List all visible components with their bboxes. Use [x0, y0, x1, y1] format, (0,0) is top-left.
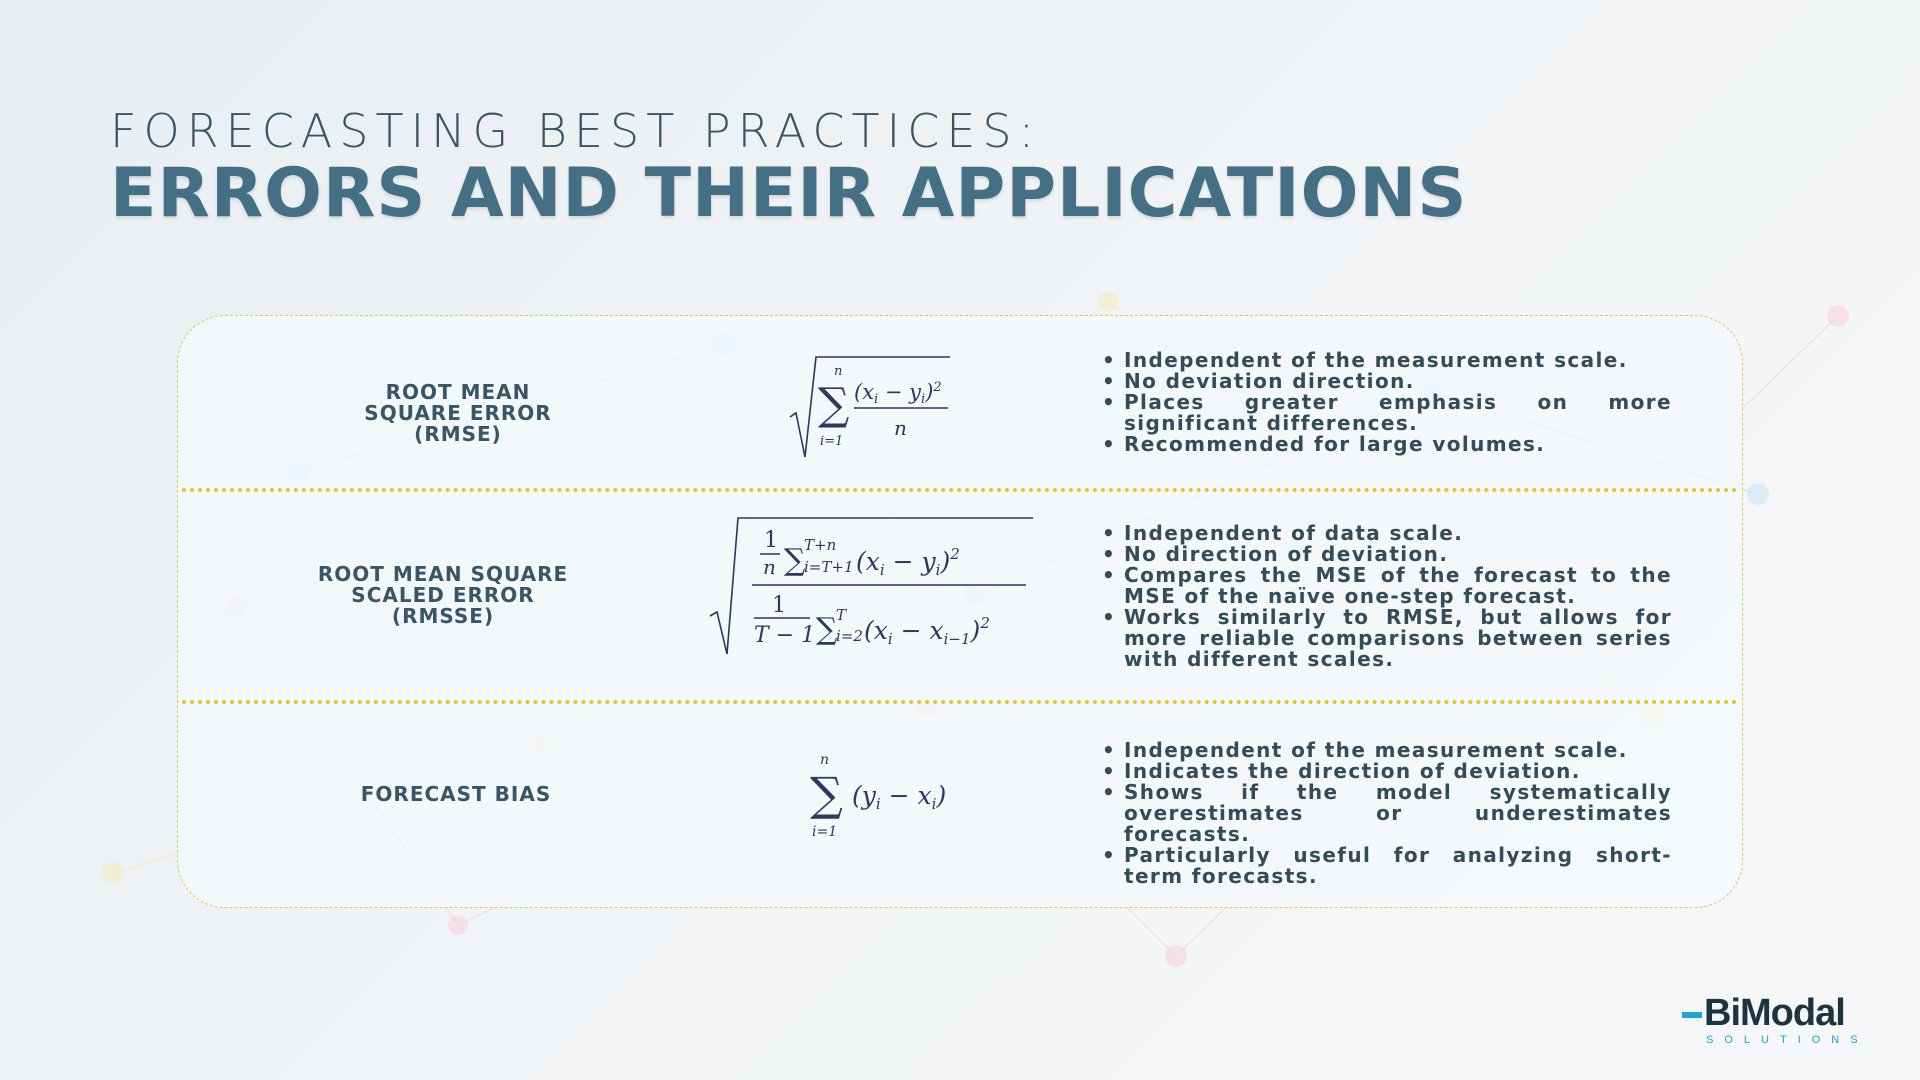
- rmsse-bullets: [1102, 523, 1672, 670]
- svg-text:T: T: [836, 606, 847, 624]
- list-item: • No direction of deviation.: [1102, 544, 1672, 565]
- rmsse-label: ROOT MEAN SQUARE SCALED ERROR (RMSSE): [317, 562, 569, 628]
- svg-text:(xi − yi)2: $(x_i - y_i)^2$: [856, 545, 960, 579]
- page-subtitle: FORECASTING BEST PRACTICES:: [110, 104, 1042, 158]
- svg-text:(xi − yi)2: (xi − yi)$^2$: [854, 380, 942, 407]
- svg-text:∑: ∑: [816, 612, 838, 647]
- list-item: • Independent of data scale.: [1102, 523, 1672, 544]
- page-title: ERRORS AND THEIR APPLICATIONS: [110, 154, 1468, 233]
- metrics-card: [177, 315, 1743, 908]
- svg-text:n: n: [820, 752, 830, 768]
- svg-text:n: n: [894, 416, 907, 440]
- rmse-label: ROOT MEAN SQUARE ERROR (RMSE): [364, 380, 552, 446]
- logo-dash-icon: [1682, 1012, 1702, 1018]
- svg-text:(xi − xi−1)2: $(x_i - x_{i-1})^2$: [864, 614, 990, 648]
- svg-text:n: n: [834, 364, 843, 379]
- title-block: [110, 104, 1468, 233]
- list-item: • Recommended for large volumes.: [1102, 434, 1672, 455]
- svg-text:1: 1: [772, 593, 786, 618]
- list-item: • Particularly useful for analyzing short-term forecasts.: [1102, 845, 1672, 887]
- list-item: • Independent of the measurement scale.: [1102, 740, 1672, 761]
- list-item: • Independent of the measurement scale.: [1102, 350, 1672, 371]
- rmse-bullets: [1102, 350, 1672, 455]
- svg-text:T+n: T+n: [804, 536, 837, 554]
- logo-tagline: SOLUTIONS: [1706, 1034, 1869, 1046]
- list-item: • Works similarly to RMSE, but allows for more reliable comparisons between series with different scales.: [1102, 607, 1672, 670]
- list-item: • Places greater emphasis on more significant differences.: [1102, 392, 1672, 434]
- forecast-bias-bullets: [1102, 740, 1672, 887]
- forecast-bias-formula: [790, 744, 950, 844]
- svg-text:T − 1: T − 1: [754, 623, 816, 648]
- svg-text:∑: ∑: [784, 543, 806, 578]
- svg-text:∑: ∑: [818, 379, 850, 430]
- bimodal-logo: [1682, 992, 1869, 1046]
- forecast-bias-label: FORECAST BIAS: [360, 782, 552, 806]
- row-divider: [182, 488, 1738, 492]
- list-item: • No deviation direction.: [1102, 371, 1672, 392]
- svg-text:i=1: i=1: [820, 434, 844, 449]
- rmse-formula: [788, 345, 958, 465]
- svg-text:1: 1: [764, 528, 778, 553]
- row-divider: [182, 700, 1738, 704]
- list-item: • Compares the MSE of the forecast to the MSE of the naïve one-step forecast.: [1102, 565, 1672, 607]
- svg-text:i=1: i=1: [812, 824, 838, 840]
- logo-name: BiModal: [1704, 992, 1845, 1034]
- svg-text:∑: ∑: [810, 767, 843, 821]
- list-item: • Shows if the model systematically overestimates or underestimates forecasts.: [1102, 782, 1672, 845]
- svg-text:i=2: i=2: [836, 627, 863, 645]
- list-item: • Indicates the direction of deviation.: [1102, 761, 1672, 782]
- svg-text:i=T+1: i=T+1: [804, 558, 854, 576]
- svg-text:(yi − xi): $(y_i - x_i)$: [852, 781, 947, 813]
- svg-text:n: n: [763, 555, 776, 579]
- rmsse-formula: [708, 514, 1038, 664]
